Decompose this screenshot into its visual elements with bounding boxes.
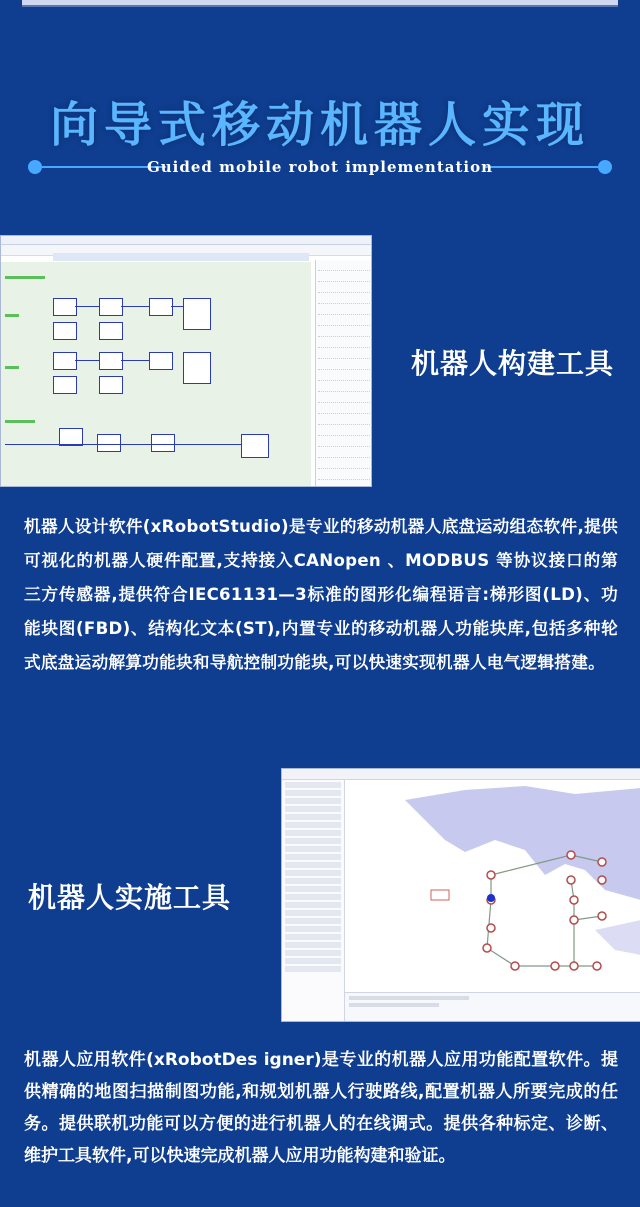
section2-paragraph: 机器人应用软件(xRobotDes igner)是专业的机器人应用功能配置软件。提供精确的地图扫描制图功能,和规划机器人行驶路线,配置机器人所要完成的任务。提供联机功能可以方便的进行机器人的在线调式。提供各种标定、诊断、维护工具软件,可以快速完成机器人应用功能构建和验证。: [24, 1050, 618, 1166]
section2-heading: 机器人实施工具: [28, 881, 232, 914]
project-tree: [282, 780, 345, 1021]
robot-designer-screenshot: [281, 768, 640, 1022]
page-title: 向导式移动机器人实现: [49, 97, 590, 153]
section1-heading: 机器人构建工具: [410, 347, 614, 380]
scan-map: [345, 780, 640, 992]
robot-studio-screenshot: [0, 235, 372, 487]
page-subtitle: Guided mobile robot implementation: [146, 158, 494, 176]
robot-marker: [487, 894, 495, 902]
log-panel: [345, 992, 640, 1022]
fbd-canvas: [1, 262, 311, 486]
section1-paragraph: 机器人设计软件(xRobotStudio)是专业的移动机器人底盘运动组态软件,提供可视化的机器人硬件配置,支持接入CANopen 、MODBUS 等协议接口的第三方传感器,提供符合IEC61131—3标准的图形化编程语言:梯形图(LD)、功能块图(FBD)、结构化文本(ST),内置专业的移动机器人功能块库,包括多种轮式底盘运动解算功能块和导航控制功能块,可以快速实现机器人电气逻辑搭建。: [24, 517, 618, 672]
top-frame-bar: [22, 0, 618, 7]
library-panel: [315, 260, 372, 486]
